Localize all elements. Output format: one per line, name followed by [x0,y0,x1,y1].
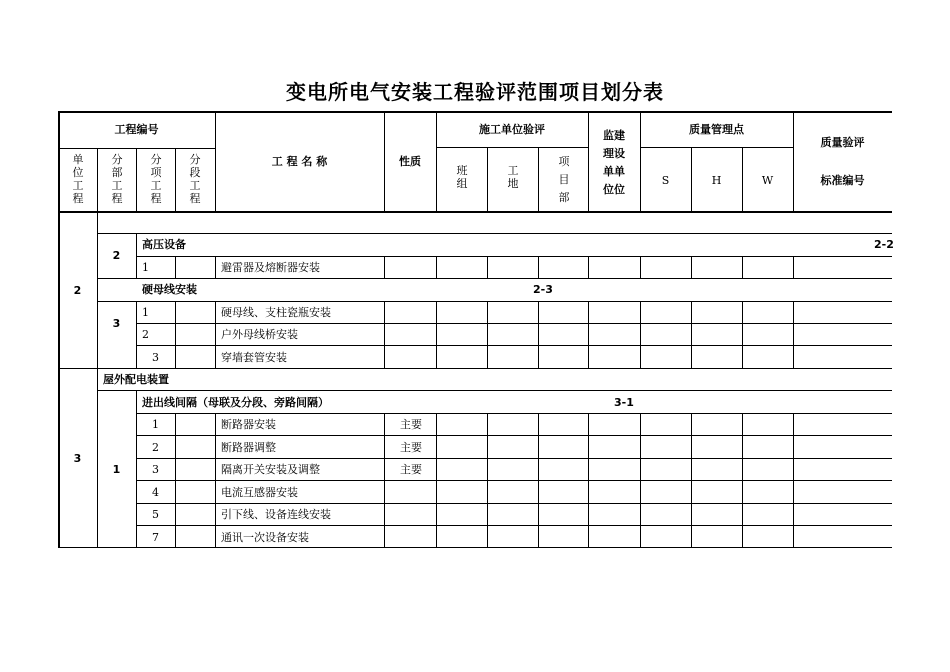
header-xingzhi: 性质 [399,155,421,168]
item-name: 穿墙套管安装 [221,351,287,364]
subgroup-title: 进出线间隔（母联及分段、旁路间隔） [142,396,329,409]
fenbu-number: 2 [112,249,121,262]
item-xingzhi: 主要 [400,441,422,454]
header-h: H [711,174,722,187]
header-mingcheng: 工 程 名 称 [271,155,328,168]
item-number: 1 [152,418,159,431]
header-jianli: 监建 理设 单单 位位 [603,129,625,196]
header-fenxiang: 分项工程 [150,153,162,205]
header-shigong: 施工单位验评 [479,123,545,136]
item-number: 3 [152,463,159,476]
item-number: 2 [152,441,159,454]
fenbu-number: 1 [112,463,121,476]
item-number: 7 [152,531,159,544]
item-name: 电流互感器安装 [221,486,298,499]
subgroup-code: 3-1 [614,396,634,409]
header-fenduan: 分段工程 [189,153,201,205]
item-name: 通讯一次设备安装 [221,531,309,544]
header-xiangmubu: 项目部 [558,155,570,204]
header-biaozhun: 标准编号 [820,174,865,187]
item-number: 5 [152,508,159,521]
fenbu-number: 3 [112,317,121,330]
header-gongdi: 工地 [507,164,519,190]
unit-number: 2 [73,284,82,297]
item-xingzhi: 主要 [400,418,422,431]
header-fenbu: 分部工程 [111,153,123,205]
group-code: 2-2 [874,238,894,251]
header-yanping: 质量验评 [820,136,865,149]
header-danwei: 单位工程 [72,153,84,205]
unit-number: 3 [73,452,82,465]
item-name: 断路器调整 [221,441,276,454]
item-name: 避雷器及熔断器安装 [221,261,320,274]
header-zhiliang-guanli: 质量管理点 [689,123,744,136]
group-title: 高压设备 [142,238,186,251]
group-code: 2-3 [533,283,553,296]
page-title: 变电所电气安装工程验评范围项目划分表 [286,80,664,104]
item-number: 2 [142,328,149,341]
item-name: 户外母线桥安装 [221,328,298,341]
item-name: 硬母线、支柱瓷瓶安装 [221,306,331,319]
item-xingzhi: 主要 [400,463,422,476]
header-s: S [661,174,670,187]
item-number: 1 [142,306,149,319]
item-number: 4 [152,486,159,499]
item-name: 隔离开关安装及调整 [221,463,320,476]
group-title: 屋外配电装置 [103,373,169,386]
group-title: 硬母线安装 [142,283,197,296]
item-name: 引下线、设备连线安装 [221,508,331,521]
header-w: W [761,174,774,187]
item-number: 3 [152,351,159,364]
header-gongcheng-bianhao: 工程编号 [114,123,159,136]
item-name: 断路器安装 [221,418,276,431]
header-banzu: 班组 [456,164,468,190]
item-number: 1 [142,261,149,274]
